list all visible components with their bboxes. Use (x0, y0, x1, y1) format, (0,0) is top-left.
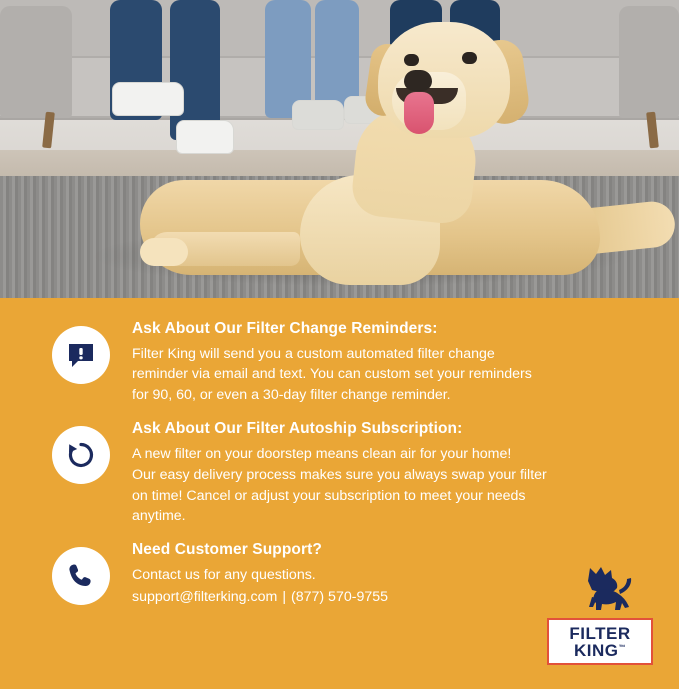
info-panel (0, 298, 679, 689)
phone-icon (52, 547, 110, 605)
autoship-heading: Ask About Our Filter Autoship Subscription: (132, 420, 463, 438)
autoship-block (22, 420, 657, 527)
couch-arm-left (0, 6, 72, 118)
dog-nose (404, 70, 432, 91)
couch-arm-right (619, 6, 679, 118)
contact-separator: | (282, 588, 286, 605)
chat-alert-icon (52, 326, 110, 384)
reminders-text (132, 320, 657, 406)
logo-text-box (547, 618, 653, 665)
autoship-text (132, 420, 657, 527)
brand-logo[interactable] (547, 564, 653, 665)
reminders-heading: Ask About Our Filter Change Reminders: (132, 320, 438, 337)
lion-icon (547, 564, 653, 616)
logo-line-king: KING™ (574, 641, 626, 660)
refresh-cycle-icon (52, 426, 110, 484)
dog-paw (140, 238, 188, 266)
reminders-block (22, 320, 657, 406)
dog-eye-right (462, 52, 477, 64)
support-email-link[interactable]: support@filterking.com (132, 588, 278, 605)
logo-line-filter: FILTER (569, 624, 631, 643)
support-heading: Need Customer Support? (132, 541, 322, 559)
support-phone-link[interactable]: (877) 570-9755 (291, 588, 389, 605)
hero-photo (0, 0, 679, 298)
autoship-body: A new filter on your doorstep means clean air for your home! Our easy delivery process makes sure you always swap your filter on time! Cancel or adjust your subscription to meet your needs anytime. (132, 445, 547, 525)
support-body: Contact us for any questions. (132, 566, 316, 583)
reminders-body: Filter King will send you a custom automated filter change reminder via email and text. You can custom set your reminders for 90, 60, or even a 30-day filter change reminder. (132, 345, 532, 404)
trademark-symbol: ™ (618, 644, 626, 652)
dog-tongue (404, 92, 434, 134)
dog-eye-left (404, 54, 419, 66)
